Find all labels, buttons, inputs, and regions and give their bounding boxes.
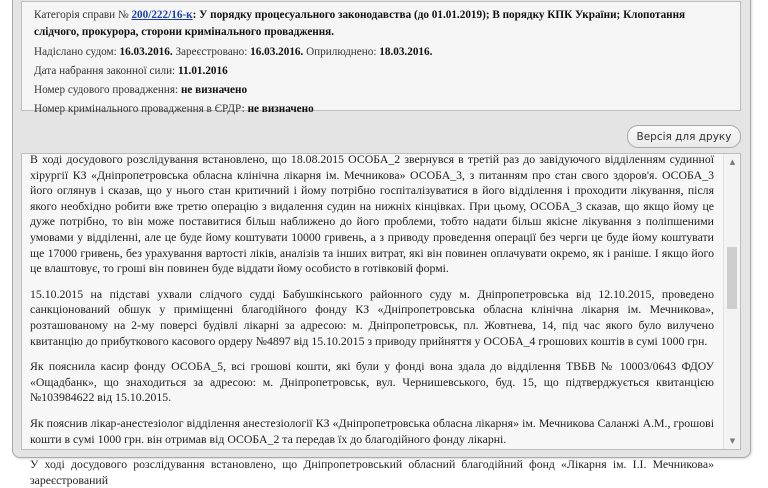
document-paragraph: У ході досудового розслідування встановлено, що Дніпропетровський обласний благодійний фонд «Лікарня ім. І.І. Мечникова» зареєстрований [30, 457, 714, 487]
case-info-box [21, 1, 741, 115]
court-proceeding-label: Номер судового провадження: [34, 84, 179, 96]
document-text-area[interactable] [21, 152, 741, 487]
document-paragraph: Як пояснив лікар-анестезіолог відділення анестезіології КЗ «Дніпропетровська обласна лікарня» ім. Мечникова Саланжі А.М., грошові кошти в сумі 1000 грн. він отримав від ОСОБА_2 та передав їх до благодійного фонду лікарні. [30, 415, 714, 446]
sent-value: 16.03.2016. [119, 46, 173, 58]
case-number-link[interactable]: 200/222/16-к [131, 9, 193, 21]
legal-force-row [34, 62, 728, 81]
registered-value: 16.03.2016. [250, 46, 304, 58]
legal-force-value: 11.01.2016 [177, 65, 228, 77]
scroll-down-arrow-icon[interactable]: ▼ [729, 437, 736, 445]
scroll-thumb[interactable] [727, 247, 737, 309]
published-value: 18.03.2016. [379, 46, 433, 58]
scroll-up-arrow-icon[interactable]: ▲ [729, 158, 736, 166]
document-paragraph: Як пояснила касир фонду ОСОБА_5, всі грошові кошти, які були у фонді вона здала до відділення ТВБВ № 10003/0643 ФДОУ «Ощадбанк», що знаходиться за адресою: м. Дніпропетровськ, вул. Чернишевського, буд. 15, що підтверджується квитанцією №103984622 від 15.10.2015. [30, 359, 714, 405]
dates-row [34, 43, 728, 62]
sent-label: Надіслано судом: [34, 46, 117, 58]
case-category-label: Категорія справи № [34, 9, 129, 21]
legal-force-label: Дата набрання законної сили: [34, 65, 176, 77]
registered-label: Зареєстровано: [175, 46, 248, 58]
court-proceeding-value: не визначено [180, 84, 248, 96]
document-paragraph: 15.10.2015 на підставі ухвали слідчого судді Бабушкінського районного суду м. Дніпропетровська від 12.10.2015, проведено санкціонований обшук у приміщенні благодійного фонду КЗ «Дніпропетровська обласна клінічна лікарня ім. Мечникова», розташованому на 2-му поверсі будівлі лікарні за адресою: м. Дніпропетровськ, пл. Жовтнева, 14, під час якого було вилучено квитанцію до прибуткового касового ордеру №4897 від 15.10.2015 з приводу прийняття у ОСОБА_4 грошових коштів в сумі 1000 грн. [30, 286, 714, 348]
criminal-proceeding-row [34, 100, 728, 119]
criminal-proceeding-label: Номер кримінального провадження в ЄРДР: [34, 103, 245, 115]
case-category-value: : У порядку процесуального законодавства (до 01.01.2019); В порядку КПК України; Клопотання слідчого, прокурора, сторони кримінального провадження. [34, 9, 686, 38]
published-label: Оприлюднено: [306, 46, 377, 58]
court-proceeding-row [34, 81, 728, 100]
criminal-proceeding-value: не визначено [247, 103, 314, 115]
vertical-scrollbar[interactable] [723, 154, 740, 449]
print-version-button[interactable]: Версія для друку [627, 125, 741, 148]
document-body [22, 152, 722, 487]
case-panel [12, 0, 751, 487]
document-paragraph: В ході досудового розслідування встановлено, що 18.08.2015 ОСОБА_2 звернувся в третій раз до завідуючого відділенням судинної хірургії КЗ «Дніпропетровська обласна клінічна лікарня ім. Мечникова» ОСОБА_3, з питанням про стан свого здоров'я. ОСОБА_3 його оглянув і сказав, що у нього стан критичний і йому потрібно госпіталізуватися в його відділення і проходити лікування, після якого необхідно робити вже третю операцію з видалення судин на нижніх кінцівках. При цьому, ОСОБА_3 сказав, що якщо йому це дуже потрібно, то він може поставитися більш наближено до його проблеми, тобто надати більш якісне лікування з поліпшеними умовами у відділенні, але це буде йому коштувати 10000 гривень, а з приводу проведення операції без черги це буде йому коштувати ще 17000 гривень, без урахування вартості ліків, аналізів та інших витрат, які він повинен оплачувати окремо, як і раніше. І якщо його це влаштовує, то гроші він повинен буде віддати йому особисто в готівковій формі. [30, 152, 714, 276]
case-category-row [34, 7, 728, 41]
